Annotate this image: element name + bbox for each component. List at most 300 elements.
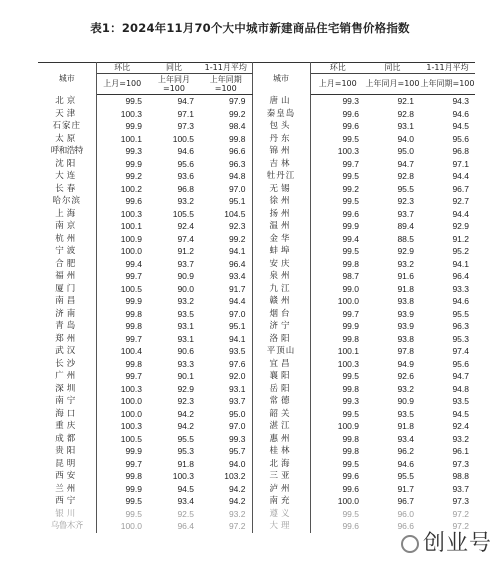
left-yoy-cell: 93.1: [177, 333, 194, 344]
table-row: [38, 195, 475, 208]
right-city-cell: 北海: [252, 458, 310, 471]
left-mom-cell: 99.9: [125, 446, 142, 456]
left-ytd-cell: 95.0: [200, 408, 252, 421]
left-city-cell: 重庆: [38, 420, 96, 433]
left-mom-cell: 99.4: [125, 258, 142, 269]
header-row-top: [38, 63, 475, 74]
left-mom-cell: 100.0: [120, 246, 142, 256]
left-mom-cell: 99.9: [125, 483, 142, 494]
left-mom-cell: 99.2: [125, 171, 142, 181]
left-ytd-cell: 103.2: [200, 470, 252, 483]
right-yoy-cell: 89.4: [397, 221, 414, 231]
right-city-cell: 丹东: [252, 133, 310, 146]
right-city-cell: 温州: [252, 220, 310, 233]
header-yoy-sub-left: 上年同月=100: [148, 74, 200, 95]
left-mom-cell: 100.2: [120, 183, 142, 194]
header-mom-sub-right: 上月=100: [310, 74, 365, 95]
left-yoy-cell: 94.6: [177, 146, 194, 156]
left-yoy-cell: 96.4: [177, 521, 194, 531]
right-ytd-cell: 94.3: [452, 96, 469, 106]
right-mom-cell: 99.8: [342, 383, 359, 394]
left-mom-cell: 99.6: [125, 196, 142, 206]
left-yoy-cell: 92.5: [177, 508, 194, 519]
left-city-cell: 南京: [38, 220, 96, 233]
right-yoy-cell: 95.0: [397, 146, 414, 156]
left-mom-cell: 99.9: [125, 121, 142, 131]
table-row: [38, 283, 475, 296]
left-mom-cell: 99.8: [125, 471, 142, 481]
right-yoy-cell: 95.5: [397, 183, 414, 194]
left-mom-cell: 100.9: [120, 233, 142, 244]
left-mom-cell: 100.4: [120, 346, 142, 356]
table-row: [38, 308, 475, 321]
table-row: [38, 508, 475, 521]
left-yoy-cell: 92.4: [177, 221, 194, 231]
right-ytd-cell: 94.5: [452, 121, 469, 131]
right-ytd-cell: 98.8: [452, 471, 469, 481]
right-city-cell: 牡丹江: [252, 170, 310, 183]
left-ytd-cell: 95.1: [200, 320, 252, 333]
right-yoy-cell: 92.1: [397, 96, 414, 106]
right-mom-cell: 99.5: [342, 371, 359, 381]
right-yoy-cell: 91.6: [397, 271, 414, 281]
left-mom-cell: 100.0: [120, 408, 142, 419]
left-yoy-cell: 90.9: [177, 271, 194, 281]
right-yoy-cell: 93.8: [397, 333, 414, 344]
table-row: [38, 383, 475, 396]
left-mom-cell: 99.9: [125, 158, 142, 169]
table-row: [38, 408, 475, 421]
left-city-cell: 武汉: [38, 345, 96, 358]
header-ytd-left: 1-11月平均: [200, 63, 252, 74]
left-ytd-cell: 92.3: [200, 220, 252, 233]
right-ytd-cell: 96.7: [452, 183, 469, 194]
right-ytd-cell: 96.3: [452, 321, 469, 331]
right-mom-cell: 99.5: [342, 458, 359, 469]
left-ytd-cell: 96.4: [200, 258, 252, 271]
left-city-cell: 福州: [38, 270, 96, 283]
table-row: [38, 145, 475, 158]
right-ytd-cell: 94.6: [452, 296, 469, 306]
right-yoy-cell: 92.3: [397, 196, 414, 206]
left-city-cell: 大连: [38, 170, 96, 183]
right-mom-cell: 99.6: [342, 521, 359, 531]
left-yoy-cell: 95.6: [177, 158, 194, 169]
right-mom-cell: 100.0: [337, 296, 359, 306]
left-yoy-cell: 93.4: [177, 496, 194, 506]
right-yoy-cell: 93.2: [397, 383, 414, 394]
left-city-cell: 合肥: [38, 258, 96, 271]
right-ytd-cell: 93.5: [452, 396, 469, 406]
table-row: [38, 220, 475, 233]
right-ytd-cell: 93.7: [452, 483, 469, 494]
left-yoy-cell: 91.2: [177, 246, 194, 256]
right-mom-cell: 99.3: [342, 396, 359, 406]
left-yoy-cell: 92.3: [177, 396, 194, 406]
right-ytd-cell: 91.2: [452, 233, 469, 244]
left-city-cell: 成都: [38, 433, 96, 446]
left-mom-cell: 100.1: [120, 133, 142, 144]
right-ytd-cell: 94.5: [452, 408, 469, 419]
right-mom-cell: 99.9: [342, 321, 359, 331]
left-mom-cell: 99.7: [125, 333, 142, 344]
left-city-cell: 西宁: [38, 495, 96, 508]
right-yoy-cell: 92.8: [397, 171, 414, 181]
left-city-cell: 沈阳: [38, 158, 96, 171]
left-mom-cell: 99.8: [125, 321, 142, 331]
left-mom-cell: 100.3: [120, 208, 142, 219]
right-mom-cell: 100.1: [337, 346, 359, 356]
right-ytd-cell: 95.2: [452, 246, 469, 256]
left-yoy-cell: 93.2: [177, 296, 194, 306]
left-yoy-cell: 100.5: [172, 133, 194, 144]
left-yoy-cell: 97.1: [177, 108, 194, 119]
left-ytd-cell: 95.1: [200, 195, 252, 208]
left-yoy-cell: 92.9: [177, 383, 194, 394]
left-ytd-cell: 99.8: [200, 133, 252, 146]
left-mom-cell: 100.3: [120, 383, 142, 394]
table-row: [38, 208, 475, 221]
left-yoy-cell: 93.5: [177, 308, 194, 319]
right-yoy-cell: 93.1: [397, 121, 414, 131]
table-row: [38, 345, 475, 358]
right-city-cell: 宜昌: [252, 358, 310, 371]
left-yoy-cell: 93.3: [177, 358, 194, 369]
left-yoy-cell: 95.5: [177, 433, 194, 444]
left-yoy-cell: 90.1: [177, 371, 194, 381]
table-row: [38, 420, 475, 433]
left-mom-cell: 100.5: [120, 433, 142, 444]
right-city-cell: 平顶山: [252, 345, 310, 358]
left-mom-cell: 100.0: [120, 521, 142, 531]
table-title: 表1：2024年11月70个大中城市新建商品住宅销售价格指数: [90, 21, 410, 35]
left-mom-cell: 99.8: [125, 308, 142, 319]
right-yoy-cell: 93.8: [397, 296, 414, 306]
right-yoy-cell: 97.8: [397, 346, 414, 356]
right-ytd-cell: 97.3: [452, 458, 469, 469]
right-city-cell: 烟台: [252, 308, 310, 321]
left-city-cell: 兰州: [38, 483, 96, 496]
left-ytd-cell: 91.7: [200, 283, 252, 296]
left-mom-cell: 100.5: [120, 283, 142, 294]
right-city-cell: 洛阳: [252, 333, 310, 346]
right-mom-cell: 100.3: [337, 358, 359, 369]
right-city-cell: 徐州: [252, 195, 310, 208]
right-yoy-cell: 94.7: [397, 158, 414, 169]
right-yoy-cell: 88.5: [397, 233, 414, 244]
right-ytd-cell: 92.9: [452, 221, 469, 231]
left-city-cell: 天津: [38, 108, 96, 121]
right-mom-cell: 99.8: [342, 258, 359, 269]
table-row: [38, 458, 475, 471]
right-ytd-cell: 97.4: [452, 346, 469, 356]
table-row: [38, 95, 475, 108]
left-ytd-cell: 93.5: [200, 345, 252, 358]
left-city-cell: 上海: [38, 208, 96, 221]
right-yoy-cell: 94.9: [397, 358, 414, 369]
right-city-cell: 襄阳: [252, 370, 310, 383]
left-city-cell: 长沙: [38, 358, 96, 371]
left-mom-cell: 99.9: [125, 296, 142, 306]
right-city-cell: 泉州: [252, 270, 310, 283]
left-ytd-cell: 93.7: [200, 395, 252, 408]
left-yoy-cell: 97.4: [177, 233, 194, 244]
right-city-cell: 无锡: [252, 183, 310, 196]
right-yoy-cell: 93.2: [397, 258, 414, 269]
left-mom-cell: 100.1: [120, 221, 142, 231]
left-ytd-cell: 95.7: [200, 445, 252, 458]
right-yoy-cell: 93.9: [397, 321, 414, 331]
left-city-cell: 银川: [38, 508, 96, 521]
left-yoy-cell: 105.5: [172, 208, 194, 219]
table-row: [38, 320, 475, 333]
right-mom-cell: 99.4: [342, 233, 359, 244]
table-row: [38, 245, 475, 258]
right-mom-cell: 99.5: [342, 196, 359, 206]
left-city-cell: 宁波: [38, 245, 96, 258]
right-ytd-cell: 95.6: [452, 133, 469, 144]
header-mom-left: 环比: [96, 63, 148, 74]
left-ytd-cell: 93.4: [200, 270, 252, 283]
right-mom-cell: 100.9: [337, 421, 359, 431]
right-yoy-cell: 91.7: [397, 483, 414, 494]
table-row: [38, 295, 475, 308]
right-city-cell: 包头: [252, 120, 310, 133]
right-city-cell: 锦州: [252, 145, 310, 158]
table-row: [38, 258, 475, 271]
header-yoy-left: 同比: [148, 63, 200, 74]
left-ytd-cell: 93.1: [200, 383, 252, 396]
left-ytd-cell: 97.0: [200, 420, 252, 433]
right-mom-cell: 100.3: [337, 146, 359, 156]
right-city-cell: 金华: [252, 233, 310, 246]
table-row: [38, 108, 475, 121]
right-mom-cell: 99.6: [342, 208, 359, 219]
header-city-left: 城市: [38, 63, 96, 95]
right-city-cell: 常德: [252, 395, 310, 408]
watermark-logo-icon: [401, 535, 419, 553]
watermark: [401, 526, 492, 557]
header-ytd-right: 1-11月平均: [420, 63, 475, 74]
table-row: [38, 183, 475, 196]
left-ytd-cell: 93.2: [200, 508, 252, 521]
left-ytd-cell: 99.3: [200, 433, 252, 446]
left-city-cell: 青岛: [38, 320, 96, 333]
left-yoy-cell: 95.3: [177, 446, 194, 456]
right-city-cell: 泸州: [252, 483, 310, 496]
right-yoy-cell: 91.8: [397, 283, 414, 294]
right-yoy-cell: 93.9: [397, 308, 414, 319]
right-ytd-cell: 97.3: [452, 496, 469, 506]
right-city-cell: 南充: [252, 495, 310, 508]
left-ytd-cell: 92.0: [200, 370, 252, 383]
right-ytd-cell: 96.8: [452, 146, 469, 156]
table-row: [38, 120, 475, 133]
left-city-cell: 昆明: [38, 458, 96, 471]
table-row: [38, 433, 475, 446]
right-yoy-cell: 96.0: [397, 508, 414, 519]
left-mom-cell: 99.7: [125, 458, 142, 469]
right-ytd-cell: 96.1: [452, 446, 469, 456]
table-row: [38, 170, 475, 183]
right-city-cell: 秦皇岛: [252, 108, 310, 121]
left-city-cell: 杭州: [38, 233, 96, 246]
right-mom-cell: 99.2: [342, 183, 359, 194]
right-mom-cell: 99.8: [342, 333, 359, 344]
right-city-cell: 大理: [252, 520, 310, 533]
right-mom-cell: 100.0: [337, 496, 359, 506]
left-yoy-cell: 90.6: [177, 346, 194, 356]
table-row: [38, 370, 475, 383]
right-city-cell: 三亚: [252, 470, 310, 483]
left-mom-cell: 99.3: [125, 146, 142, 156]
right-yoy-cell: 91.8: [397, 421, 414, 431]
left-yoy-cell: 94.2: [177, 421, 194, 431]
right-mom-cell: 99.7: [342, 308, 359, 319]
left-ytd-cell: 97.6: [200, 358, 252, 371]
right-mom-cell: 99.6: [342, 483, 359, 494]
header-ytd-sub-right: 上年同期=100: [420, 74, 475, 95]
right-yoy-cell: 96.6: [397, 521, 414, 531]
left-ytd-cell: 99.2: [200, 233, 252, 246]
left-yoy-cell: 94.5: [177, 483, 194, 494]
right-city-cell: 岳阳: [252, 383, 310, 396]
left-ytd-cell: 97.2: [200, 520, 252, 533]
left-mom-cell: 99.5: [125, 496, 142, 506]
left-city-cell: 西安: [38, 470, 96, 483]
left-city-cell: 乌鲁木齐: [38, 520, 96, 533]
left-yoy-cell: 96.8: [177, 183, 194, 194]
left-mom-cell: 100.3: [120, 108, 142, 119]
watermark-text: 创业号: [422, 531, 492, 556]
right-mom-cell: 99.6: [342, 108, 359, 119]
right-mom-cell: 99.5: [342, 408, 359, 419]
left-yoy-cell: 90.0: [177, 283, 194, 294]
header-ytd-sub-left: 上年同期=100: [200, 74, 252, 95]
left-city-cell: 深圳: [38, 383, 96, 396]
right-yoy-cell: 92.9: [397, 246, 414, 256]
left-yoy-cell: 94.2: [177, 408, 194, 419]
left-city-cell: 济南: [38, 308, 96, 321]
left-mom-cell: 99.5: [125, 96, 142, 106]
right-city-cell: 赣州: [252, 295, 310, 308]
right-city-cell: 唐山: [252, 95, 310, 108]
right-yoy-cell: 92.8: [397, 108, 414, 119]
left-mom-cell: 100.0: [120, 396, 142, 406]
right-mom-cell: 99.5: [342, 171, 359, 181]
left-ytd-cell: 96.3: [200, 158, 252, 171]
right-ytd-cell: 92.4: [452, 421, 469, 431]
right-mom-cell: 99.5: [342, 133, 359, 144]
left-city-cell: 长春: [38, 183, 96, 196]
left-yoy-cell: 100.3: [172, 471, 194, 481]
table-row: [38, 358, 475, 371]
left-mom-cell: 99.5: [125, 508, 142, 519]
left-yoy-cell: 91.8: [177, 458, 194, 469]
header-yoy-right: 同比: [365, 63, 420, 74]
right-mom-cell: 99.8: [342, 433, 359, 444]
header-city-right: 城市: [252, 63, 310, 95]
right-ytd-cell: 92.7: [452, 196, 469, 206]
right-mom-cell: 98.7: [342, 271, 359, 281]
right-yoy-cell: 94.0: [397, 133, 414, 144]
right-ytd-cell: 97.2: [452, 521, 469, 531]
right-ytd-cell: 94.8: [452, 383, 469, 394]
right-yoy-cell: 93.7: [397, 208, 414, 219]
table-row: [38, 158, 475, 171]
left-city-cell: 广州: [38, 370, 96, 383]
right-city-cell: 湛江: [252, 420, 310, 433]
left-city-cell: 太原: [38, 133, 96, 146]
right-city-cell: 惠州: [252, 433, 310, 446]
left-city-cell: 贵阳: [38, 445, 96, 458]
table-row: [38, 233, 475, 246]
right-city-cell: 济宁: [252, 320, 310, 333]
right-yoy-cell: 96.2: [397, 446, 414, 456]
table-row: [38, 270, 475, 283]
right-ytd-cell: 94.7: [452, 371, 469, 381]
left-ytd-cell: 97.9: [200, 95, 252, 108]
left-city-cell: 北京: [38, 95, 96, 108]
right-ytd-cell: 93.2: [452, 433, 469, 444]
price-index-table: [38, 62, 475, 548]
left-yoy-cell: 93.7: [177, 258, 194, 269]
left-ytd-cell: 99.2: [200, 108, 252, 121]
right-mom-cell: 99.5: [342, 246, 359, 256]
right-ytd-cell: 94.1: [452, 258, 469, 269]
left-ytd-cell: 94.2: [200, 483, 252, 496]
left-mom-cell: 99.7: [125, 371, 142, 381]
right-mom-cell: 99.9: [342, 221, 359, 231]
right-mom-cell: 99.0: [342, 283, 359, 294]
right-ytd-cell: 94.6: [452, 108, 469, 119]
left-yoy-cell: 93.2: [177, 196, 194, 206]
header-mom-right: 环比: [310, 63, 365, 74]
right-ytd-cell: 94.4: [452, 208, 469, 219]
table-row: [38, 495, 475, 508]
right-ytd-cell: 96.4: [452, 271, 469, 281]
table-body: [38, 95, 475, 533]
right-yoy-cell: 94.6: [397, 458, 414, 469]
left-yoy-cell: 94.7: [177, 96, 194, 106]
right-city-cell: 扬州: [252, 208, 310, 221]
right-yoy-cell: 95.5: [397, 471, 414, 481]
right-city-cell: 九江: [252, 283, 310, 296]
right-yoy-cell: 93.5: [397, 408, 414, 419]
left-yoy-cell: 93.1: [177, 321, 194, 331]
right-city-cell: 安庆: [252, 258, 310, 271]
table-row: [38, 483, 475, 496]
left-ytd-cell: 97.0: [200, 308, 252, 321]
right-ytd-cell: 93.3: [452, 283, 469, 294]
left-yoy-cell: 93.6: [177, 171, 194, 181]
left-city-cell: 石家庄: [38, 120, 96, 133]
right-mom-cell: 99.8: [342, 446, 359, 456]
right-yoy-cell: 90.9: [397, 396, 414, 406]
right-city-cell: 韶关: [252, 408, 310, 421]
left-ytd-cell: 96.6: [200, 145, 252, 158]
left-ytd-cell: 94.1: [200, 333, 252, 346]
left-city-cell: 厦门: [38, 283, 96, 296]
left-ytd-cell: 94.1: [200, 245, 252, 258]
right-city-cell: 蚌埠: [252, 245, 310, 258]
left-ytd-cell: 94.2: [200, 495, 252, 508]
right-city-cell: 吉林: [252, 158, 310, 171]
left-city-cell: 海口: [38, 408, 96, 421]
left-mom-cell: 99.7: [125, 271, 142, 281]
right-ytd-cell: 95.5: [452, 308, 469, 319]
right-ytd-cell: 97.1: [452, 158, 469, 169]
